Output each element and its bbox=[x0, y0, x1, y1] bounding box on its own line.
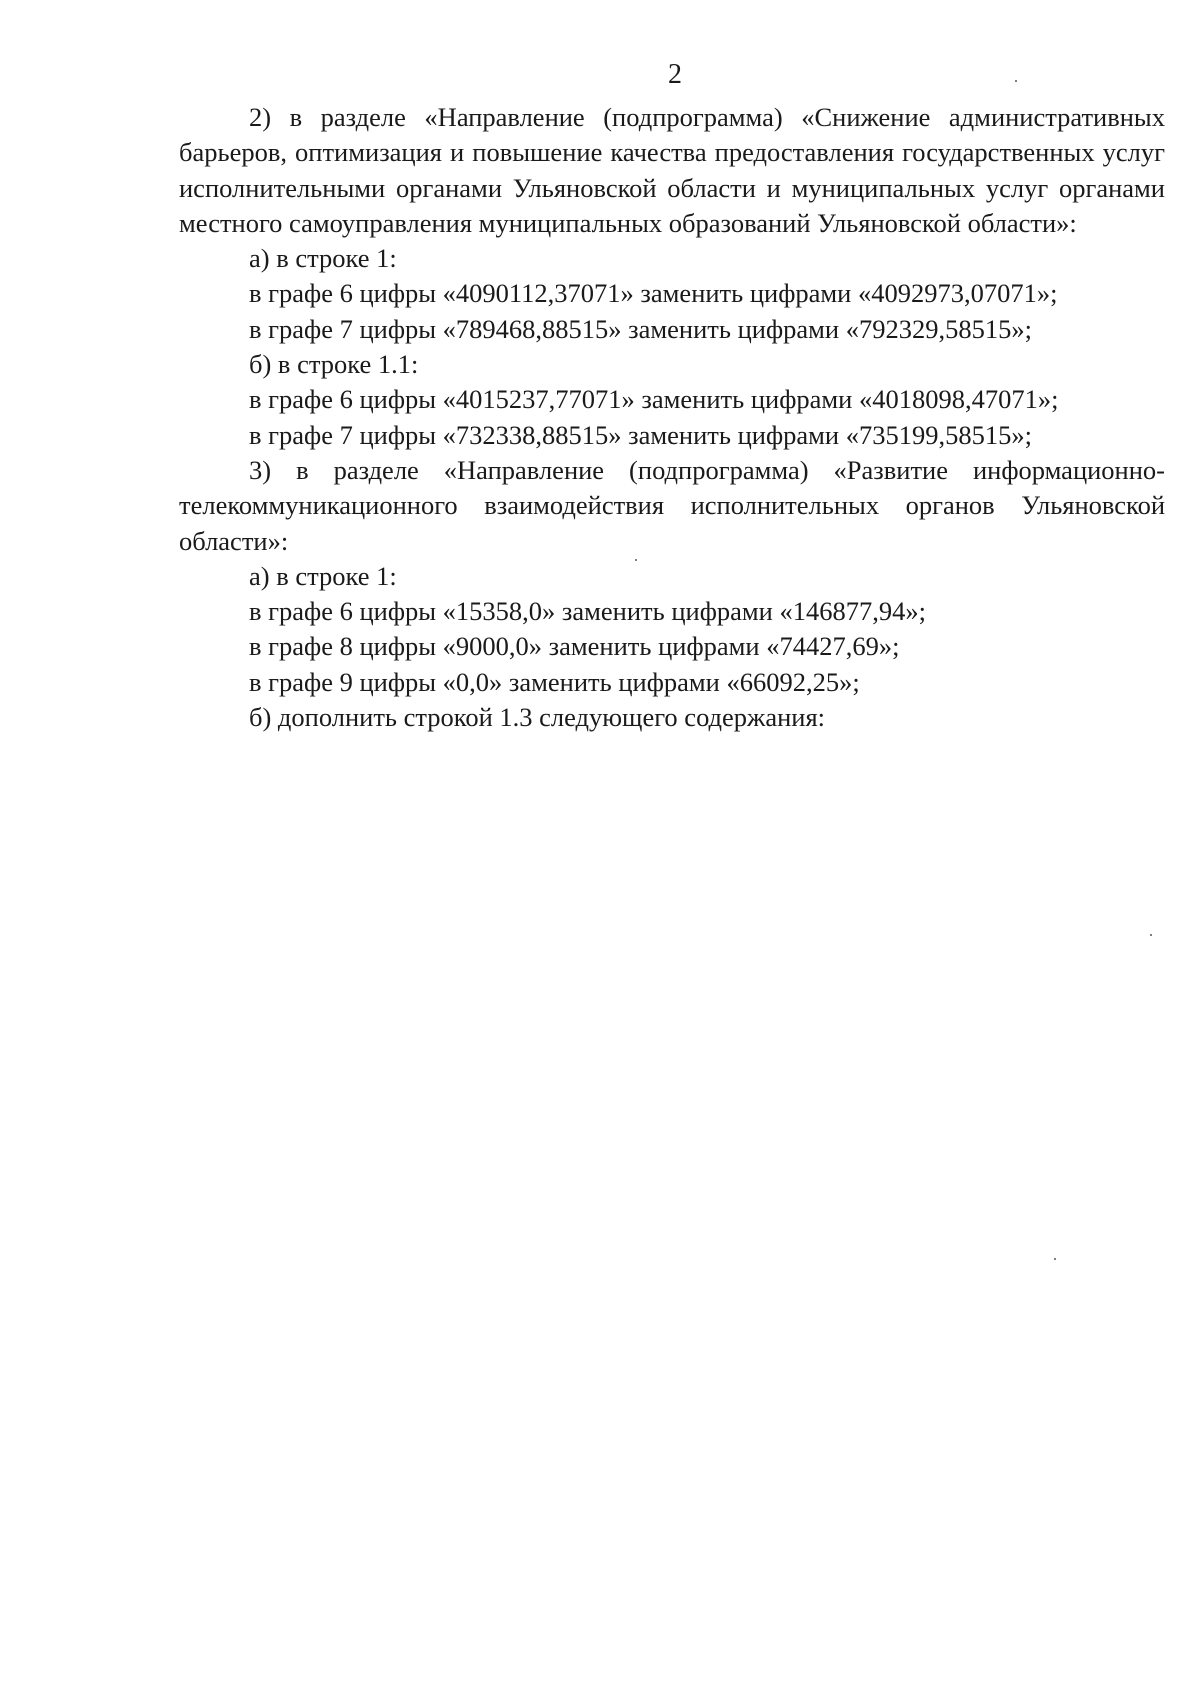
document-body bbox=[179, 100, 1165, 735]
scan-speck bbox=[1015, 80, 1017, 82]
scan-speck bbox=[1054, 1258, 1056, 1260]
list-item: в графе 7 цифры «789468,88515» заменить цифрами «792329,58515»; bbox=[249, 313, 1032, 344]
scan-speck bbox=[635, 559, 637, 561]
list-item: в графе 9 цифры «0,0» заменить цифрами «66092,25»; bbox=[249, 666, 860, 697]
list-item: в графе 6 цифры «4090112,37071» заменить цифрами «4092973,07071»; bbox=[249, 278, 1058, 309]
list-item: в графе 6 цифры «15358,0» заменить цифрами «146877,94»; bbox=[249, 596, 926, 627]
list-item: а) в строке 1: bbox=[249, 243, 397, 274]
scan-speck bbox=[1150, 934, 1152, 936]
list-item: а) в строке 1: bbox=[249, 560, 397, 591]
list-item: в графе 6 цифры «4015237,77071» заменить цифрами «4018098,47071»; bbox=[249, 384, 1059, 415]
list-item: б) в строке 1.1: bbox=[249, 349, 419, 380]
list-item: б) дополнить строкой 1.3 следующего содержания: bbox=[249, 702, 826, 733]
page-number: 2 bbox=[668, 59, 682, 90]
list-item: в графе 8 цифры «9000,0» заменить цифрами «74427,69»; bbox=[249, 631, 900, 662]
paragraph-section-2: 2) в разделе «Направление (подпрограмма) «Снижение административных барьеров, оптимизация и повышение качества предоставления государственных услуг исполнительными органами Ульяновской области и муниципальных услуг органами местного самоуправления муниципальных образований Ульяновской области»: bbox=[179, 102, 1165, 238]
list-item: в графе 7 цифры «732338,88515» заменить цифрами «735199,58515»; bbox=[249, 419, 1032, 450]
paragraph-section-3: 3) в разделе «Направление (подпрограмма) «Развитие информационно-телекоммуникационного взаимодействия исполнительных органов Ульяновской области»: bbox=[179, 454, 1165, 556]
